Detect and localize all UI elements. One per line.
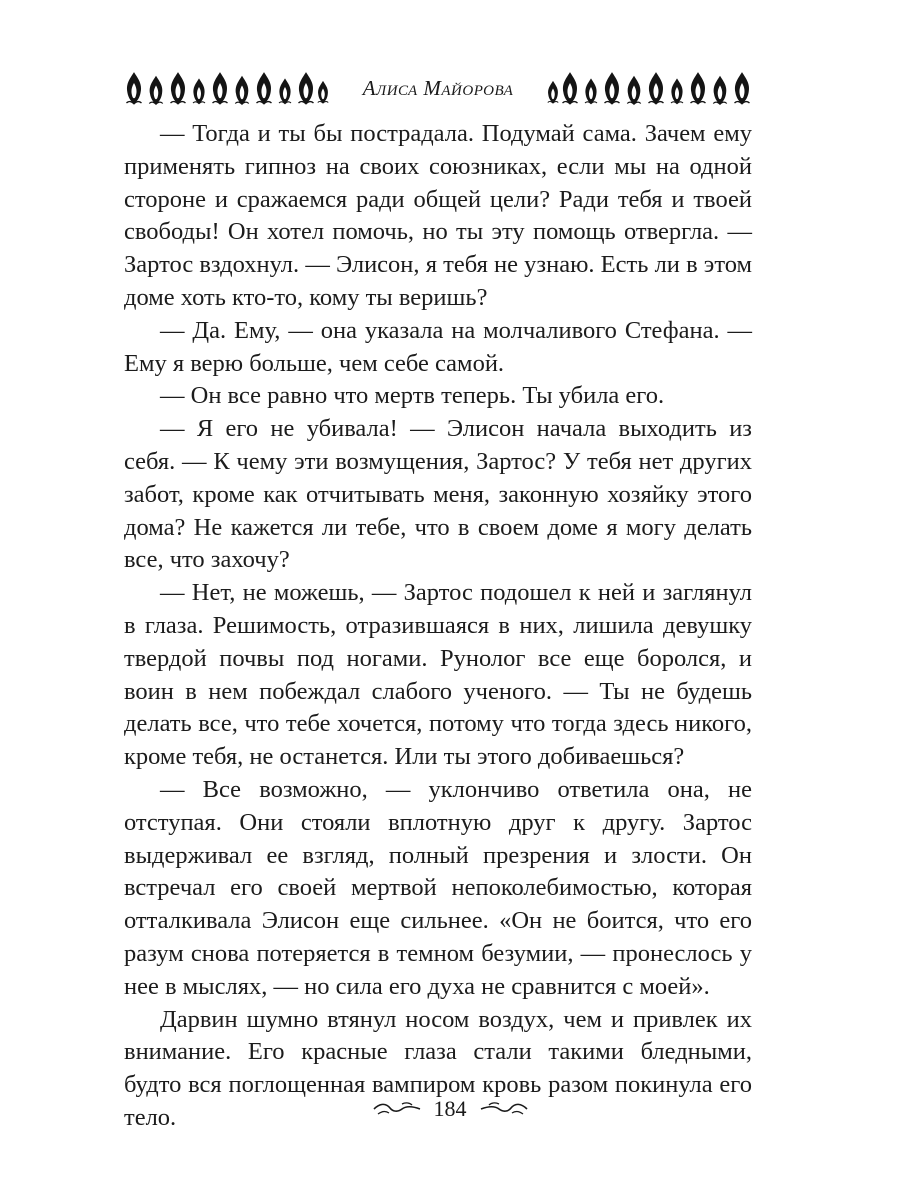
paragraph: — Нет, не можешь, — Зартос подошел к ней и заглянул в глаза. Решимость, отразившаяся в них, лишила девушку твердой почвы под ногами. Рунолог все еще боролся, и воин в нем побеждал слабого ученого. — Ты не будешь делать все, что тебе хочется, потому что тогда здесь никого, кроме тебя, не останется. Или ты этого добиваешься? [124,579,752,771]
paragraph: Дарвин шумно втянул носом воздух, чем и привлек их внимание. Его красные глаза стали такими бледными, будто вся поглощенная вампиром кровь разом покинула его тело. [124,1005,752,1131]
page-number: 184 [433,1096,467,1121]
paragraph: — Все возможно, — уклончиво ответила она, не отступая. Они стояли вплотную друг к другу. Зартос выдерживал ее взгляд, полный презрения и злости. Он встречал его своей мертвой непоколебимостью, которая отталкивала Элисон еще сильнее. «Он не боится, что его разум снова потеряется в темном безумии, — пронеслось у нее в мыслях, — но сила его духа не сравнится с моей». [124,775,752,1000]
paragraph: — Он все равно что мертв теперь. Ты убила его. [160,382,665,410]
body-text [124,118,752,1135]
page-footer [0,1096,900,1122]
paragraph: — Да. Ему, — она указала на молчаливого Стефана. — Ему я верю больше, чем себе самой. [124,316,752,377]
flame-ornament-left [124,68,330,108]
flame-ornament-right [546,68,752,108]
running-head [124,66,752,110]
swirl-ornament-left-icon [372,1101,422,1117]
swirl-ornament-right-icon [479,1101,529,1117]
author-name: Алиса Майорова [362,75,514,100]
paragraph: — Я его не убивала! — Элисон начала выходить из себя. — К чему эти возмущения, Зартос? У тебя нет других забот, кроме как отчитывать меня, законную хозяйку этого дома? Не кажется ли тебе, что в своем доме я могу делать все, что захочу? [124,415,752,574]
paragraph: — Тогда и ты бы пострадала. Подумай сама. Зачем ему применять гипноз на своих союзниках, если мы на одной стороне и сражаемся ради общей цели? Ради тебя и твоей свободы! Он хотел помочь, но ты эту помощь отвергла. — Зартос вздохнул. — Элисон, я тебя не узнаю. Есть ли в этом доме хоть кто-то, кому ты веришь? [124,120,752,311]
